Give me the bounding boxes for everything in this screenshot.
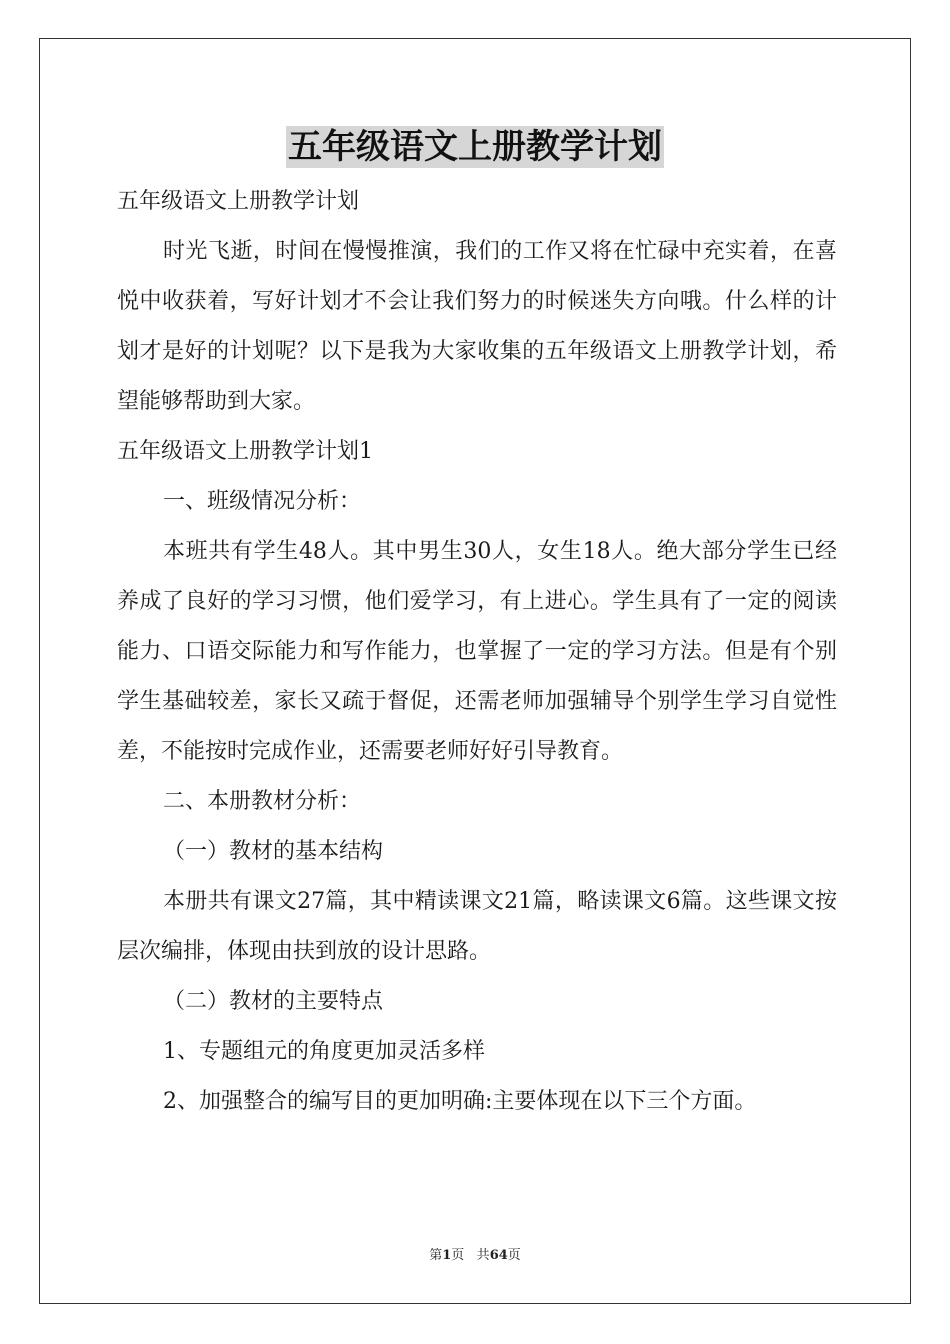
list-item: 1、专题组元的角度更加灵活多样 bbox=[163, 1039, 485, 1064]
body-paragraph: 本班共有学生48人。其中男生30人，女生18人。绝大部分学生已经养成了良好的学习习惯，他们爱学习，有上进心。学生具有了一定的阅读能力、口语交际能力和写作能力，也掌握了一定的学习方法。但是有个别学生基础较差，家长又疏于督促，还需老师加强辅导个别学生学习自觉性差，不能按时完成作业，还需要老师好好引导教育。 bbox=[117, 539, 837, 764]
total-pages-number: 64 bbox=[489, 1248, 508, 1263]
subsection-heading: （二）教材的主要特点 bbox=[163, 989, 384, 1014]
document-body bbox=[117, 177, 837, 1127]
list-item: 2、加强整合的编写目的更加明确:主要体现在以下三个方面。 bbox=[163, 1089, 757, 1114]
document-title: 五年级语文上册教学计划 bbox=[288, 127, 662, 167]
section-heading: 一、班级情况分析： bbox=[163, 489, 362, 514]
current-page-number: 1 bbox=[442, 1248, 452, 1263]
body-paragraph: 本册共有课文27篇，其中精读课文21篇，略读课文6篇。这些课文按层次编排，体现由扶到放的设计思路。 bbox=[117, 889, 837, 964]
page-footer bbox=[0, 1247, 950, 1265]
footer-page-suffix: 页 bbox=[451, 1248, 465, 1263]
document-title-wrapper bbox=[0, 126, 950, 168]
section-heading: 二、本册教材分析： bbox=[163, 789, 362, 814]
section-heading: 五年级语文上册教学计划1 bbox=[117, 439, 373, 464]
subsection-heading: （一）教材的基本结构 bbox=[163, 839, 384, 864]
footer-total-prefix: 共 bbox=[476, 1248, 490, 1263]
body-paragraph: 时光飞逝，时间在慢慢推演，我们的工作又将在忙碌中充实着，在喜悦中收获着，写好计划才不会让我们努力的时候迷失方向哦。什么样的计划才是好的计划呢？以下是我为大家收集的五年级语文上册教学计划，希望能够帮助到大家。 bbox=[117, 239, 837, 414]
footer-prefix: 第 bbox=[429, 1248, 443, 1263]
body-paragraph: 五年级语文上册教学计划 bbox=[117, 189, 360, 214]
footer-total-suffix: 页 bbox=[507, 1248, 521, 1263]
